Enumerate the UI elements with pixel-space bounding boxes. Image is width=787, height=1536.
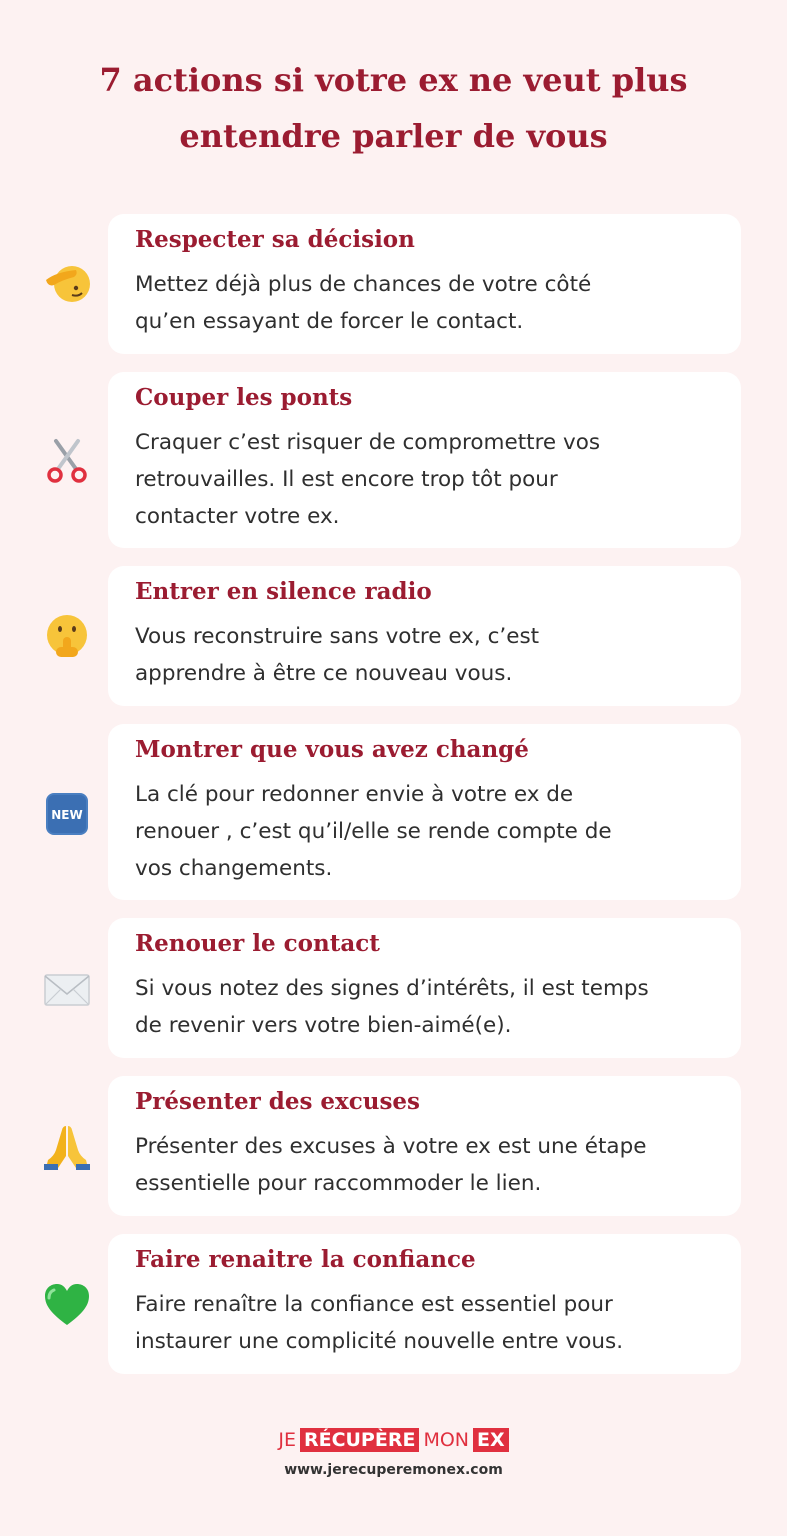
action-card-title: Renouer le contact bbox=[135, 930, 380, 957]
action-card-title: Respecter sa décision bbox=[135, 226, 415, 253]
action-card-title: Couper les ponts bbox=[135, 384, 353, 411]
action-card-line: essentielle pour raccommoder le lien. bbox=[135, 1171, 542, 1196]
action-card-line: Vous reconstruire sans votre ex, c’est bbox=[135, 624, 540, 649]
new-button-text: NEW bbox=[51, 808, 83, 822]
action-card-line: retrouvailles. Il est encore trop tôt pour bbox=[135, 467, 558, 492]
page-title-line-2: entendre parler de vous bbox=[179, 117, 608, 155]
logo-word-je: JE bbox=[278, 1429, 296, 1451]
folded-hands-icon bbox=[42, 1122, 92, 1172]
action-card-body bbox=[135, 1286, 735, 1360]
action-card-body bbox=[135, 424, 735, 535]
action-card-body bbox=[135, 776, 735, 887]
action-card-line: Mettez déjà plus de chances de votre côté bbox=[135, 272, 592, 297]
saluting-face-icon bbox=[42, 258, 92, 308]
action-card-body bbox=[135, 970, 735, 1044]
logo-word-ex: EX bbox=[473, 1428, 509, 1452]
action-card-body bbox=[135, 266, 735, 340]
action-card-line: La clé pour redonner envie à votre ex de bbox=[135, 782, 574, 807]
action-card-line: vos changements. bbox=[135, 856, 333, 881]
action-card-title: Entrer en silence radio bbox=[135, 578, 432, 605]
action-card-title: Montrer que vous avez changé bbox=[135, 736, 529, 763]
action-card-7 bbox=[108, 1234, 741, 1374]
logo-word-mon: MON bbox=[423, 1429, 470, 1451]
website-url: www.jerecuperemonex.com bbox=[284, 1462, 503, 1478]
action-card-body bbox=[135, 618, 735, 692]
action-card-5 bbox=[108, 918, 741, 1058]
action-card-line: de revenir vers votre bien-aimé(e). bbox=[135, 1013, 512, 1038]
action-card-line: contacter votre ex. bbox=[135, 504, 340, 529]
page-title bbox=[0, 52, 787, 164]
envelope-icon bbox=[42, 964, 92, 1014]
scissors-icon bbox=[42, 435, 92, 485]
action-card-line: Faire renaître la confiance est essentiel pour bbox=[135, 1292, 613, 1317]
green-heart-icon bbox=[42, 1280, 92, 1330]
new-button-icon bbox=[42, 789, 92, 839]
action-card-1 bbox=[108, 214, 741, 354]
action-card-4 bbox=[108, 724, 741, 900]
action-card-body bbox=[135, 1128, 735, 1202]
action-card-title: Faire renaitre la confiance bbox=[135, 1246, 476, 1273]
action-card-line: Présenter des excuses à votre ex est une étape bbox=[135, 1134, 647, 1159]
action-card-title: Présenter des excuses bbox=[135, 1088, 421, 1115]
action-card-3 bbox=[108, 566, 741, 706]
action-card-6 bbox=[108, 1076, 741, 1216]
brand-logo bbox=[0, 1428, 787, 1452]
action-card-2 bbox=[108, 372, 741, 548]
action-card-line: apprendre à être ce nouveau vous. bbox=[135, 661, 513, 686]
action-card-line: instaurer une complicité nouvelle entre vous. bbox=[135, 1329, 624, 1354]
logo-word-recupere: RÉCUPÈRE bbox=[300, 1428, 420, 1452]
action-card-line: renouer , c’est qu’il/elle se rende compte de bbox=[135, 819, 612, 844]
action-card-line: Si vous notez des signes d’intérêts, il est temps bbox=[135, 976, 649, 1001]
action-card-line: Craquer c’est risquer de compromettre vos bbox=[135, 430, 601, 455]
page-title-line-1: 7 actions si votre ex ne veut plus bbox=[99, 61, 688, 99]
action-card-line: qu’en essayant de forcer le contact. bbox=[135, 309, 524, 334]
shushing-face-icon bbox=[42, 611, 92, 661]
